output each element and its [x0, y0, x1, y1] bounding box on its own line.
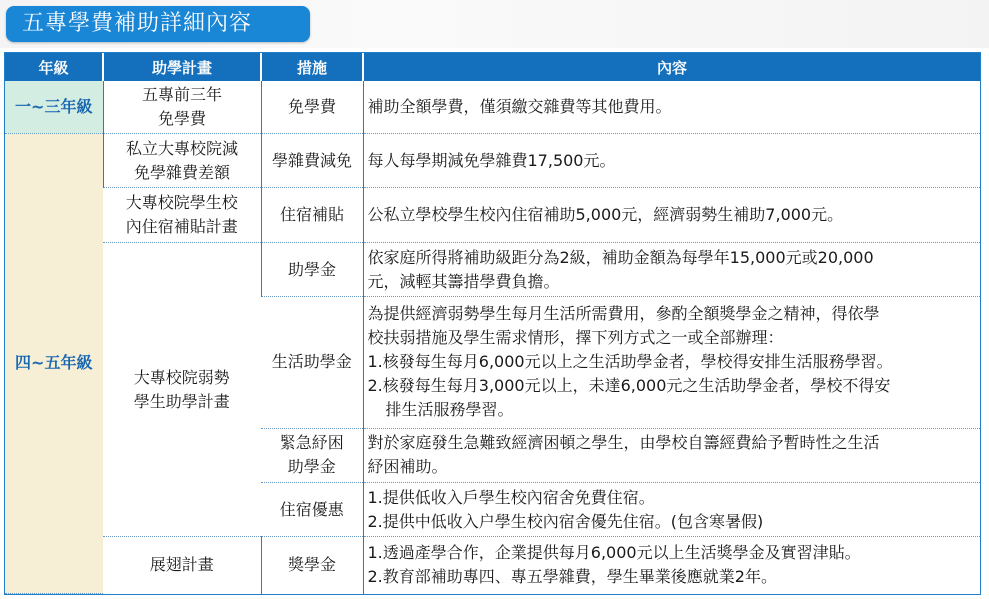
content-line: 2.教育部補助專四、專五學雜費，學生畢業後應就業2年。	[367, 567, 777, 587]
content-cell	[363, 428, 980, 482]
measure-line: 緊急紓困	[279, 433, 344, 453]
plan-line: 大專校院學生校	[125, 193, 238, 213]
plan-cell-weak-students	[103, 242, 261, 537]
header-content: 內容	[363, 53, 980, 81]
content-line: 1.透過產學合作，企業提供每月6,000元以上生活獎學金及實習津貼。	[367, 543, 861, 563]
content-line: 排生活服務學習。	[385, 400, 514, 420]
grade-cell-1-3: 一~三年級	[5, 81, 103, 133]
content-cell: 每人每學期減免學雜費17,500元。	[363, 133, 980, 187]
content-line: 2.核發每生每月3,000元以上，未達6,000元之生活助學金者，學校不得安	[367, 376, 891, 396]
plan-line: 內住宿補貼計畫	[125, 217, 238, 237]
measure-cell	[261, 428, 363, 482]
header-plan: 助學計畫	[103, 53, 261, 81]
content-line: 元，減輕其籌措學費負擔。	[367, 271, 560, 291]
plan-line: 免學費	[157, 108, 206, 128]
content-cell: 補助全額學費，僅須繳交雜費等其他費用。	[363, 81, 980, 133]
plan-cell	[103, 133, 261, 187]
content-cell	[363, 537, 980, 594]
measure-cell: 免學費	[261, 81, 363, 133]
page-title: 五專學費補助詳細內容	[6, 6, 310, 42]
content-cell	[363, 297, 980, 428]
plan-line: 大專校院弱勢	[133, 367, 230, 387]
content-line: 紓困補助。	[367, 457, 448, 477]
content-line: 依家庭所得將補助級距分為2級，補助金額為每學年15,000元或20,000	[367, 247, 874, 267]
content-line: 對於家庭發生急難致經濟困頓之學生，由學校自籌經費給予暫時性之生活	[367, 433, 880, 453]
table-row	[5, 188, 980, 242]
content-cell	[363, 482, 980, 536]
table-row	[5, 81, 980, 133]
plan-line: 免學雜費差額	[133, 162, 230, 182]
measure-cell: 生活助學金	[261, 297, 363, 428]
plan-cell	[103, 188, 261, 242]
measure-line: 助學金	[287, 457, 336, 477]
subsidy-table	[5, 53, 980, 594]
content-line: 1.核發每生每月6,000元以上之生活助學金者，學校得安排生活服務學習。	[367, 352, 893, 372]
table-row	[5, 537, 980, 594]
table-header-row	[5, 53, 980, 81]
measure-cell: 助學金	[261, 242, 363, 296]
plan-line: 學生助學計畫	[133, 391, 230, 411]
plan-line: 五專前三年	[141, 84, 222, 104]
plan-cell: 展翅計畫	[103, 537, 261, 594]
content-cell	[363, 242, 980, 296]
header-grade: 年級	[5, 53, 103, 81]
content-line: 校扶弱措施及學生需求情形，擇下列方式之一或全部辦理：	[367, 328, 784, 348]
measure-cell: 住宿補貼	[261, 188, 363, 242]
measure-cell: 學雜費減免	[261, 133, 363, 187]
content-cell: 公私立學校學生校內住宿補助5,000元，經濟弱勢生補助7,000元。	[363, 188, 980, 242]
subsidy-table-container	[4, 52, 981, 595]
plan-line: 私立大專校院減	[125, 138, 238, 158]
grade-cell-4-5: 四~五年級	[5, 133, 103, 593]
measure-cell: 住宿優惠	[261, 482, 363, 536]
header-measure: 措施	[261, 53, 363, 81]
content-line: 2.提供中低收入户學生校內宿舍優先住宿。(包含寒暑假)	[367, 511, 764, 531]
content-line: 為提供經濟弱勢學生每月生活所需費用，參酌全額獎學金之精神，得依學	[367, 304, 880, 324]
table-row	[5, 242, 980, 296]
content-line: 1.提供低收入戶學生校內宿舍免費住宿。	[367, 487, 655, 507]
measure-cell: 獎學金	[261, 537, 363, 594]
table-row	[5, 133, 980, 187]
plan-cell	[103, 81, 261, 133]
